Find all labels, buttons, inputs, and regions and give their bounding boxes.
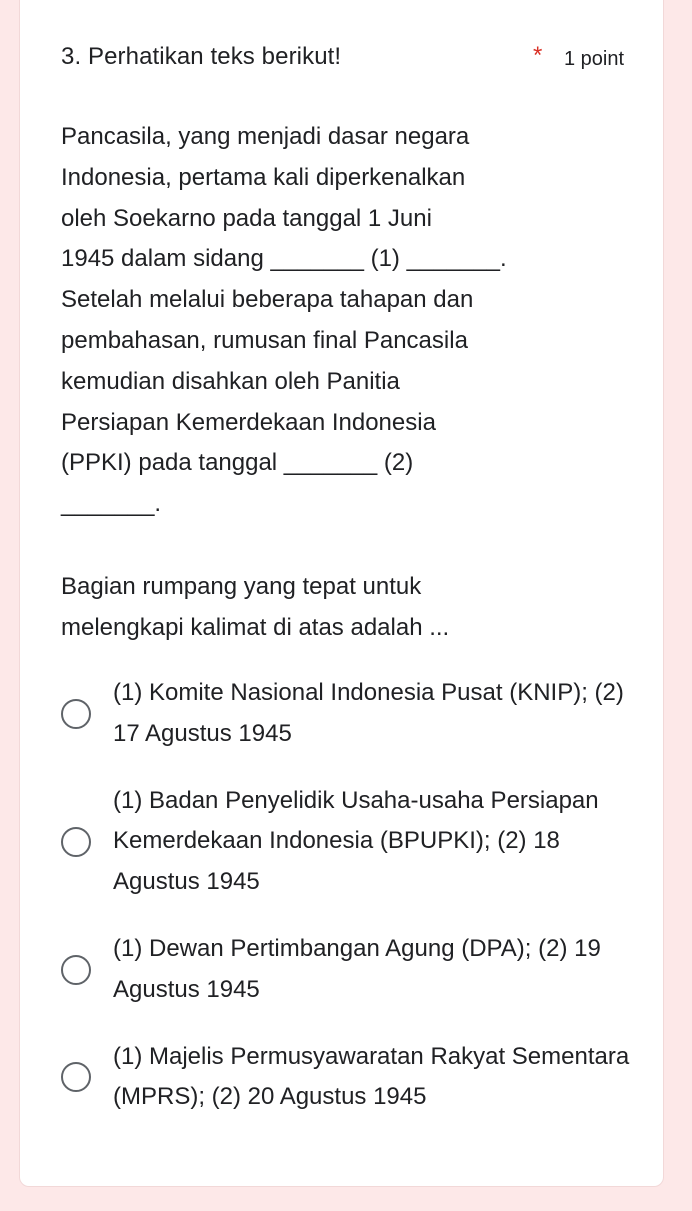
question-title: 3. Perhatikan teks berikut!: [61, 43, 342, 70]
option-label: (1) Majelis Permusyawaratan Rakyat Sementara (MPRS); (2) 20 Agustus 1945: [113, 1042, 630, 1111]
radio-button[interactable]: [61, 955, 91, 985]
option-label: (1) Dewan Pertimbangan Agung (DPA); (2) 19 Agustus 1945: [113, 934, 601, 1003]
answer-option[interactable]: [61, 781, 651, 903]
radio-button[interactable]: [61, 1062, 91, 1092]
question-card: [19, 0, 664, 1187]
answer-option[interactable]: [61, 929, 651, 1011]
answer-options: [61, 673, 651, 1144]
question-prompt: Bagian rumpang yang tepat untuk melengkapi kalimat di atas adalah ...: [61, 573, 450, 641]
required-asterisk: *: [533, 42, 543, 69]
option-label: (1) Badan Penyelidik Usaha-usaha Persiapan Kemerdekaan Indonesia (BPUPKI); (2) 18 Agustus 1945: [113, 786, 599, 896]
question-points: 1 point: [564, 48, 625, 70]
answer-option[interactable]: [61, 673, 651, 755]
option-label: (1) Komite Nasional Indonesia Pusat (KNIP); (2) 17 Agustus 1945: [113, 679, 624, 747]
question-header: [61, 39, 626, 79]
answer-option[interactable]: [61, 1037, 651, 1119]
question-passage: Pancasila, yang menjadi dasar negara Indonesia, pertama kali diperkenalkan oleh Soekarno pada tanggal 1 Juni 1945 dalam sidang _______ (1) _______. Setelah melalui beberapa tahapan dan pembahasan, rumusan final Pancasila kemudian disahkan oleh Panitia Persiapan Kemerdekaan Indonesia (PPKI) pada tanggal _______ (2) _______.: [61, 123, 507, 518]
radio-button[interactable]: [61, 699, 91, 729]
radio-button[interactable]: [61, 827, 91, 857]
